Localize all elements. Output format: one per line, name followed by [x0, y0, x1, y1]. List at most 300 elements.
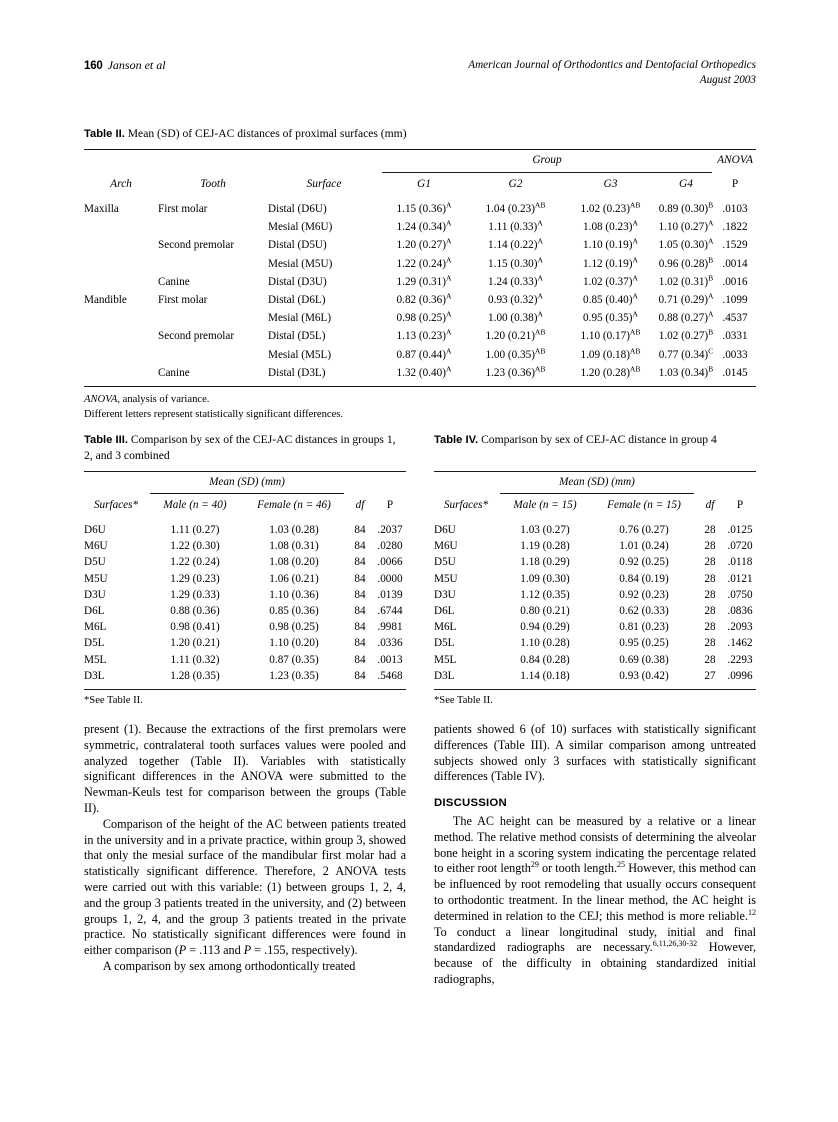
cell-g2: 1.04 $(0.23)^{AB}$ — [485, 200, 546, 215]
cell-p: .0331 — [722, 330, 748, 343]
table-row — [84, 309, 756, 327]
significance-superscript: A — [537, 254, 543, 264]
significance-superscript: A — [707, 291, 714, 301]
cell-male: 1.29 (0.33) — [170, 588, 220, 601]
cell-female: 1.08 (0.20) — [269, 556, 319, 569]
table-3-col-p: P — [386, 499, 394, 511]
cell-g2: 1.20 $(0.21)^{AB}$ — [485, 327, 546, 343]
significance-superscript: AB — [534, 345, 546, 355]
table-3-col-female: Female (n = 46) — [257, 499, 331, 511]
cell-g4: 0.96 $(0.28)^B$ — [658, 254, 714, 270]
cell-surface: D5U — [84, 556, 106, 569]
cell-arch: Mandible — [84, 293, 127, 306]
cell-male: 1.10 (0.28) — [520, 637, 570, 650]
table-row — [434, 635, 756, 651]
table-row — [84, 236, 756, 254]
cell-male: 0.94 (0.29) — [520, 621, 570, 634]
table-2-anova-header: ANOVA — [717, 154, 753, 166]
cell-tooth: Canine — [158, 366, 190, 379]
table-3-col-male: Male (n = 40) — [163, 499, 227, 511]
cell-surface: D6L — [84, 604, 105, 617]
cell-male: 1.09 (0.30) — [520, 572, 570, 585]
table-4-col-male: Male (n = 15) — [513, 499, 577, 511]
cell-arch: Maxilla — [84, 203, 119, 215]
table-row — [434, 603, 756, 619]
table-row — [84, 668, 406, 689]
cell-g3: 1.10 $(0.17)^{AB}$ — [580, 327, 641, 343]
significance-superscript: B — [708, 327, 714, 337]
cell-p: .0996 — [727, 669, 753, 682]
cell-p: .1099 — [722, 293, 748, 306]
table-4-col-p: P — [736, 499, 744, 511]
cell-female: 1.23 (0.35) — [269, 669, 319, 682]
cell-df: 28 — [704, 588, 716, 601]
cell-df: 84 — [354, 604, 366, 617]
cell-g2: 1.00 $(0.38)^A$ — [488, 309, 543, 325]
cell-df: 84 — [354, 540, 366, 553]
table-2-col-g1: G1 — [417, 178, 431, 190]
paragraph-sex-comparison: A comparison by sex among orthodontically treated — [102, 958, 356, 973]
table-row — [84, 554, 406, 570]
cell-arch — [84, 236, 158, 254]
significance-superscript: A — [445, 200, 452, 210]
table-4-col-df: df — [705, 499, 715, 511]
cell-male: 0.84 (0.28) — [520, 653, 570, 666]
running-head — [84, 58, 756, 88]
cell-female: 1.10 (0.36) — [269, 588, 319, 601]
cell-surface: Distal (D6U) — [268, 203, 327, 215]
cell-tooth: Second premolar — [158, 330, 235, 343]
cell-male: 1.03 (0.27) — [520, 524, 570, 536]
table-3-label: Table III. — [84, 434, 128, 446]
cell-p: .0280 — [377, 540, 403, 553]
significance-superscript: B — [708, 254, 714, 264]
table-4-col-female: Female (n = 15) — [607, 499, 681, 511]
cell-g1: 0.98 $(0.25)^A$ — [396, 309, 452, 325]
section-heading-discussion: DISCUSSION — [434, 797, 507, 810]
table-3-col-df: df — [355, 499, 365, 511]
p-symbol-2: P — [243, 943, 252, 958]
significance-superscript: AB — [629, 327, 641, 337]
table-row — [434, 570, 756, 586]
cell-female: 1.06 (0.21) — [269, 572, 319, 585]
citation-ref-25: 25 — [617, 860, 626, 870]
paragraph-text-3: = .155, respectively). — [251, 943, 358, 958]
table-4-mean-spanner: Mean (SD) (mm) — [559, 476, 635, 488]
table-row — [84, 570, 406, 586]
cell-g2: 1.24 $(0.33)^A$ — [488, 273, 543, 288]
table-2-footnote-2: Different letters represent statistically significant differences. — [84, 408, 344, 420]
table-2-col-g3: G3 — [603, 178, 618, 190]
table-row — [84, 364, 756, 386]
table-4-body — [434, 517, 756, 689]
cell-g4: 1.02 $(0.31)^B$ — [658, 273, 714, 288]
cell-p: .0750 — [727, 588, 753, 601]
significance-superscript: AB — [629, 200, 641, 210]
table-3-header-row — [84, 494, 406, 517]
cell-df: 28 — [704, 556, 716, 569]
cell-g1: 0.82 $(0.36)^A$ — [396, 291, 452, 306]
significance-superscript: A — [445, 218, 452, 228]
cell-g2: 1.23 $(0.36)^{AB}$ — [485, 363, 546, 379]
table-row — [434, 554, 756, 570]
cell-p: .0720 — [727, 540, 753, 553]
table-row — [434, 517, 756, 538]
significance-superscript: AB — [534, 363, 546, 373]
cell-g4: 1.10 $(0.27)^A$ — [658, 218, 714, 234]
cell-g3: 1.20 $(0.28)^{AB}$ — [580, 363, 641, 379]
cell-surface: D5L — [84, 637, 105, 650]
table-row — [84, 345, 756, 363]
cell-g3: 1.10 $(0.19)^A$ — [583, 236, 638, 252]
significance-superscript: A — [445, 345, 452, 355]
cell-g4: 1.02 $(0.27)^B$ — [658, 327, 714, 343]
cell-arch — [84, 364, 158, 386]
paragraph-discussion-1 — [434, 814, 756, 988]
significance-superscript: A — [445, 363, 452, 373]
cell-female: 0.62 (0.33) — [619, 604, 669, 617]
cell-p: .5468 — [377, 669, 403, 682]
table-4 — [434, 432, 756, 706]
table-3 — [84, 432, 406, 706]
cell-female: 0.93 (0.42) — [619, 669, 669, 682]
cell-surface: Distal (D3L) — [268, 366, 326, 379]
table-2-col-g2: G2 — [508, 178, 523, 190]
table-2-col-surface: Surface — [306, 178, 342, 190]
cell-surface: D3U — [434, 588, 456, 601]
cell-male: 1.12 (0.35) — [520, 588, 570, 601]
table-row — [434, 538, 756, 554]
cell-p: .0145 — [722, 366, 748, 379]
cell-surface: Distal (D5U) — [268, 239, 327, 252]
significance-superscript: A — [707, 218, 714, 228]
cell-df: 28 — [704, 572, 716, 585]
cell-surface: D6L — [434, 604, 455, 617]
cell-male: 1.22 (0.30) — [170, 540, 220, 553]
table-2-group-spanner: Group — [532, 154, 562, 166]
table-row — [434, 619, 756, 635]
cell-df: 84 — [354, 572, 366, 585]
cell-surface: M5U — [84, 572, 108, 585]
cell-p: .0336 — [377, 637, 403, 650]
cell-p: .0125 — [727, 524, 753, 536]
table-row — [84, 517, 406, 538]
running-head-left — [84, 58, 166, 73]
table-3-grid — [84, 472, 406, 689]
cell-g2: 0.93 $(0.32)^A$ — [488, 291, 543, 306]
table-row — [84, 273, 756, 291]
table-row — [84, 587, 406, 603]
table-row — [84, 603, 406, 619]
cell-p: .1822 — [722, 221, 748, 234]
issue-date: August 2003 — [699, 74, 756, 87]
cell-female: 1.08 (0.31) — [269, 540, 319, 553]
cell-male: 1.29 (0.23) — [170, 572, 220, 585]
cell-female: 1.03 (0.28) — [269, 524, 319, 536]
table-3-footnote: *See Table II. — [84, 694, 143, 706]
cell-tooth — [158, 254, 268, 272]
page-folio: 160 — [84, 60, 103, 72]
cell-arch — [84, 273, 158, 291]
significance-superscript: A — [707, 236, 714, 246]
cell-p: .0118 — [727, 556, 753, 569]
cell-male: 1.20 (0.21) — [170, 637, 220, 650]
cell-tooth — [158, 345, 268, 363]
table-row — [434, 668, 756, 689]
cell-surface: Mesial (M5U) — [268, 257, 333, 270]
table-row — [84, 327, 756, 345]
cell-p: .1462 — [727, 637, 753, 650]
cell-surface: Distal (D3U) — [268, 275, 327, 288]
table-4-caption — [434, 432, 756, 464]
significance-superscript: C — [708, 345, 714, 355]
cell-df: 84 — [354, 524, 366, 536]
table-2-footnote-1 — [84, 392, 756, 407]
significance-superscript: A — [445, 236, 452, 246]
table-2-body — [84, 196, 756, 386]
cell-p: .0139 — [377, 588, 403, 601]
cell-df: 28 — [704, 637, 716, 650]
cell-female: 0.69 (0.38) — [619, 653, 669, 666]
table-3-caption — [84, 432, 406, 464]
cell-p: .0033 — [722, 348, 748, 361]
cell-g1: 1.20 $(0.27)^A$ — [396, 236, 452, 252]
cell-p: .2037 — [377, 524, 403, 536]
cell-tooth — [158, 218, 268, 236]
table-2-col-g4: G4 — [679, 178, 693, 190]
cell-g4: 0.77 $(0.34)^C$ — [658, 345, 714, 361]
cell-tooth — [158, 309, 268, 327]
cell-arch — [84, 327, 158, 345]
cell-g1: 1.22 $(0.24)^A$ — [396, 254, 452, 270]
cell-df: 84 — [354, 669, 366, 682]
significance-superscript: A — [445, 273, 452, 283]
table-row — [84, 635, 406, 651]
cell-g2: 1.00 $(0.35)^{AB}$ — [485, 345, 546, 361]
significance-superscript: A — [445, 309, 452, 319]
body-column-right — [434, 722, 756, 988]
running-head-right — [468, 58, 756, 88]
table-row — [84, 651, 406, 667]
table-2-footnote-expansion: analysis of variance. — [120, 393, 210, 405]
significance-superscript: A — [537, 273, 543, 283]
table-4-caption-text: Comparison by sex of CEJ-AC distance in group 4 — [481, 433, 717, 446]
significance-superscript: B — [708, 363, 714, 373]
table-3-caption-text: Comparison by sex of the CEJ-AC distances in groups 1, 2, and 3 combined — [84, 433, 396, 462]
cell-surface: D6U — [84, 524, 106, 536]
cell-p: .0013 — [377, 653, 403, 666]
paragraph-text-2: = .113 and — [186, 943, 244, 958]
body-column-left — [84, 722, 406, 988]
cell-female: 0.76 (0.27) — [619, 524, 669, 536]
significance-superscript: A — [632, 273, 638, 283]
table-2-caption — [84, 126, 756, 142]
p-symbol-1: P — [178, 943, 187, 958]
cell-df: 28 — [704, 653, 716, 666]
cell-g4: 0.71 $(0.29)^A$ — [658, 291, 714, 306]
cell-surface: Distal (D5L) — [268, 330, 326, 343]
table-3-body — [84, 517, 406, 689]
table-row — [84, 619, 406, 635]
cell-female: 0.92 (0.25) — [619, 556, 669, 569]
cell-df: 84 — [354, 653, 366, 666]
table-4-footnote: *See Table II. — [434, 694, 493, 706]
cell-g4: 1.03 $(0.34)^B$ — [658, 363, 714, 379]
cell-p: .9981 — [377, 621, 403, 634]
cell-female: 0.81 (0.23) — [619, 621, 669, 634]
significance-superscript: B — [708, 200, 714, 210]
cell-g4: 0.89 $(0.30)^B$ — [658, 200, 714, 215]
discussion-text-5: However, because of the difficulty in obtaining standardized initial radiographs, — [434, 940, 756, 986]
table-row — [434, 587, 756, 603]
table-2-spanner-row — [84, 150, 756, 168]
cell-male: 0.80 (0.21) — [520, 604, 570, 617]
discussion-text-4: To conduct a linear longitudinal study, initial and final standardized radiographs are necessary. — [434, 924, 756, 955]
significance-superscript: A — [632, 218, 638, 228]
table-row — [84, 291, 756, 309]
running-head-authors: Janson et al — [107, 58, 166, 72]
cell-surface: D3L — [434, 669, 455, 682]
cell-p: .0836 — [727, 604, 753, 617]
table-2-header-row — [84, 173, 756, 196]
table-2-col-tooth: Tooth — [200, 178, 226, 190]
cell-tooth: Canine — [158, 275, 190, 288]
paragraph-comparison-ac — [84, 817, 406, 959]
cell-tooth: First molar — [158, 203, 208, 215]
cell-surface: D5L — [434, 637, 455, 650]
paragraph-continuation: present (1). Because the extractions of the first premolars were symmetric, contralateral tooth surfaces values were pooled and analyzed together (Table II). Variables with statistically significant differences in the ANOVA were submitted to the Newman-Keuls test for comparison between the groups (Table II). — [84, 722, 406, 815]
table-2-label: Table II. — [84, 128, 125, 140]
cell-df: 84 — [354, 588, 366, 601]
cell-g3: 1.02 $(0.37)^A$ — [583, 273, 638, 288]
cell-surface: D6U — [434, 524, 456, 536]
cell-df: 84 — [354, 621, 366, 634]
table-4-spanner-row — [434, 472, 756, 489]
cell-male: 0.88 (0.36) — [170, 604, 220, 617]
table-4-header-row — [434, 494, 756, 517]
citation-ref-29: 29 — [530, 860, 539, 870]
table-row — [434, 651, 756, 667]
cell-p: .0103 — [722, 203, 748, 215]
significance-superscript: A — [632, 291, 638, 301]
cell-df: 27 — [704, 669, 716, 682]
citation-ref-group: 6,11,26,30-32 — [652, 939, 698, 949]
cell-male: 1.11 (0.27) — [170, 524, 220, 536]
cell-arch — [84, 309, 158, 327]
significance-superscript: A — [632, 236, 638, 246]
cell-surface: M6L — [434, 621, 457, 634]
cell-p: .1529 — [722, 239, 748, 252]
significance-superscript: A — [632, 254, 638, 264]
discussion-text-3: However, this method can be influenced by root remodeling that usually occurs consequent to orthodontic treatment. In the linear method, the AC height is determined in relation to the CEJ; this method is more reliable. — [434, 861, 756, 923]
journal-title: American Journal of Orthodontics and Dentofacial Orthopedics — [468, 59, 756, 71]
cell-female: 0.92 (0.23) — [619, 588, 669, 601]
cell-surface: M5L — [434, 653, 457, 666]
table-row — [84, 196, 756, 218]
cell-surface: D3U — [84, 588, 106, 601]
cell-female: 0.95 (0.25) — [619, 637, 669, 650]
cell-df: 28 — [704, 621, 716, 634]
significance-superscript: A — [445, 291, 452, 301]
table-4-col-surfaces: Surfaces* — [443, 499, 489, 511]
cell-tooth: Second premolar — [158, 239, 235, 252]
cell-g3: 1.12 $(0.19)^A$ — [583, 254, 638, 270]
cell-g1: 1.29 $(0.31)^A$ — [396, 273, 452, 288]
cell-male: 1.19 (0.28) — [520, 540, 570, 553]
cell-surface: D3L — [84, 669, 105, 682]
table-3-col-surfaces: Surfaces* — [93, 499, 139, 511]
table-2 — [84, 126, 756, 422]
significance-superscript: A — [707, 309, 714, 319]
cell-g2: 1.15 $(0.30)^A$ — [488, 254, 543, 270]
cell-surface: D5U — [434, 556, 456, 569]
cell-df: 28 — [704, 604, 716, 617]
body-text — [84, 722, 756, 988]
cell-surface: M6U — [84, 540, 108, 553]
cell-g1: 1.24 $(0.34)^A$ — [396, 218, 452, 234]
cell-surface: M5L — [84, 653, 107, 666]
cell-df: 84 — [354, 556, 366, 569]
significance-superscript: B — [708, 273, 714, 283]
cell-g4: 0.88 $(0.27)^A$ — [658, 309, 714, 325]
significance-superscript: AB — [629, 363, 641, 373]
cell-surface: M6U — [434, 540, 458, 553]
table-row — [84, 218, 756, 236]
table-2-col-p: P — [731, 178, 739, 190]
paragraph-results-end: patients showed 6 (of 10) surfaces with statistically significant differences (Table III). A similar comparison among untreated subjects showed only 3 surfaces with statistically significant differences (Table IV). — [434, 722, 756, 784]
significance-superscript: A — [537, 291, 543, 301]
cell-g4: 1.05 $(0.30)^A$ — [658, 236, 714, 252]
significance-superscript: AB — [534, 327, 546, 337]
cell-g3: 1.08 $(0.23)^A$ — [583, 218, 638, 234]
cell-p: .2293 — [727, 653, 753, 666]
cell-p: .0016 — [722, 275, 748, 288]
cell-surface: Distal (D6L) — [268, 293, 326, 306]
table-2-col-arch: Arch — [110, 178, 132, 190]
cell-df: 28 — [704, 540, 716, 553]
cell-surface: Mesial (M6L) — [268, 312, 332, 325]
table-2-grid — [84, 150, 756, 386]
cell-male: 0.98 (0.41) — [170, 621, 220, 634]
cell-p: .0121 — [727, 572, 753, 585]
discussion-text-1: The AC height can be measured by a relative or a linear method. The relative method consists of determining the alveolar bone height in a scoring system indicating the percentage related to either root length — [434, 813, 756, 876]
significance-superscript: A — [537, 236, 543, 246]
significance-superscript: A — [632, 309, 638, 319]
table-2-footnote-abbrev: ANOVA, — [84, 393, 120, 405]
cell-df: 28 — [704, 524, 716, 536]
table-3-spanner-row — [84, 472, 406, 489]
significance-superscript: A — [445, 254, 452, 264]
cell-male: 1.22 (0.24) — [170, 556, 220, 569]
cell-arch — [84, 345, 158, 363]
cell-g3: 0.95 $(0.35)^A$ — [583, 309, 638, 325]
cell-g1: 1.13 $(0.23)^A$ — [396, 327, 452, 343]
table-4-label: Table IV. — [434, 434, 479, 446]
cell-male: 1.18 (0.29) — [520, 556, 570, 569]
cell-surface: Mesial (M6U) — [268, 221, 333, 234]
cell-surface: Mesial (M5L) — [268, 348, 332, 361]
cell-g3: 1.09 $(0.18)^{AB}$ — [580, 345, 641, 361]
table-row — [84, 538, 406, 554]
cell-female: 1.01 (0.24) — [619, 540, 669, 553]
cell-female: 0.87 (0.35) — [269, 653, 319, 666]
significance-superscript: A — [537, 218, 543, 228]
cell-male: 1.28 (0.35) — [170, 669, 220, 682]
cell-arch — [84, 254, 158, 272]
discussion-text-2: or tooth length. — [538, 861, 618, 876]
significance-superscript: AB — [629, 345, 641, 355]
cell-g2: 1.14 $(0.22)^A$ — [488, 236, 543, 252]
